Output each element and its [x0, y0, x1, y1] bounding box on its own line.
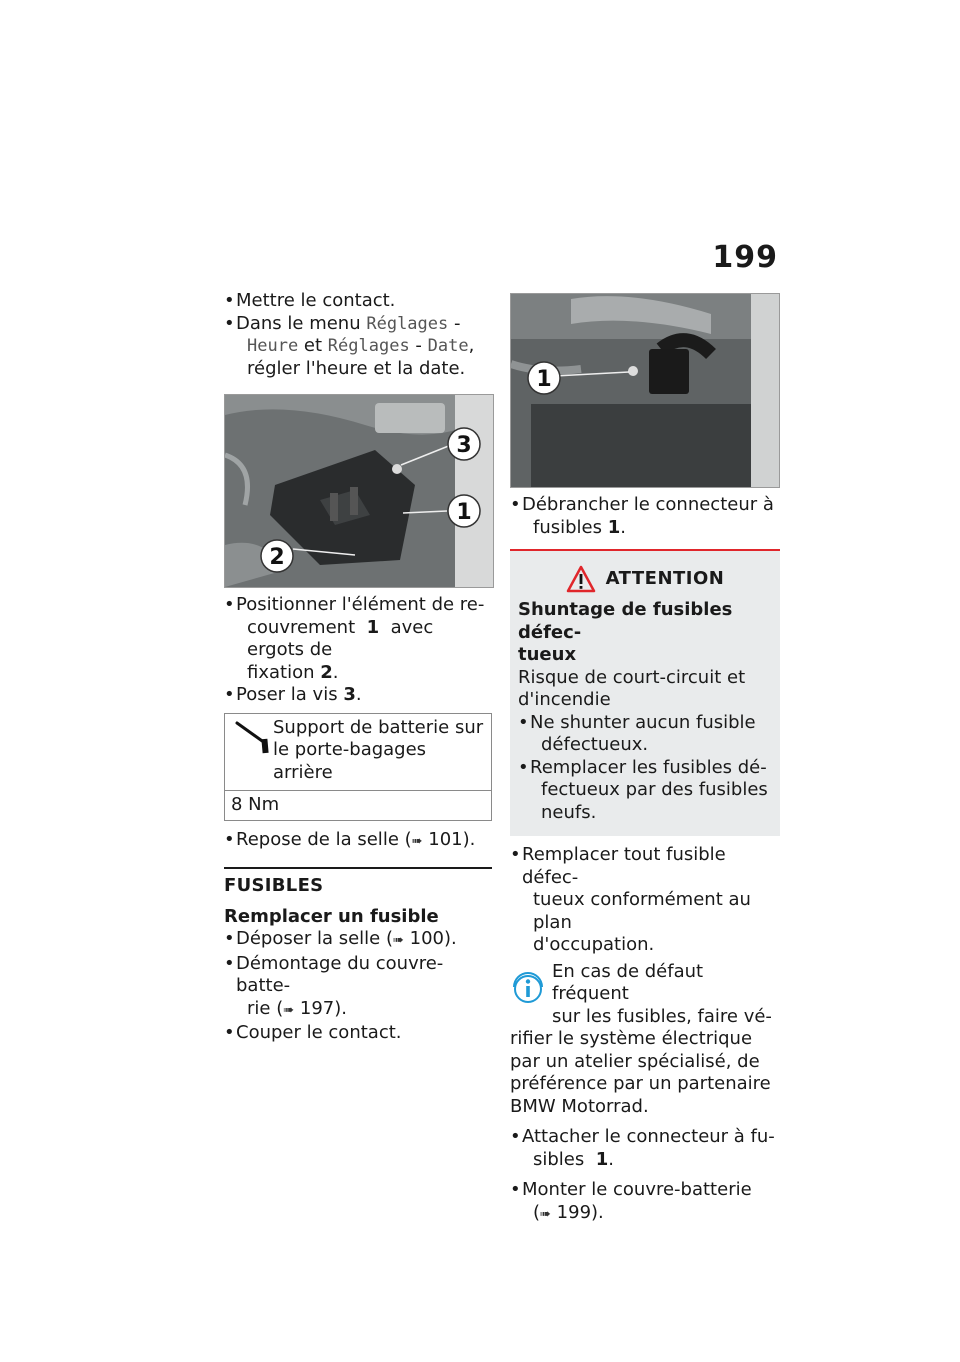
warning-triangle-icon: [566, 565, 596, 593]
fig1-label-2: 2: [269, 545, 285, 570]
menu-date: Date: [427, 336, 469, 356]
torque-wrench-icon: [231, 717, 273, 757]
fig1-label-1: 1: [456, 500, 472, 525]
warning-box: [510, 549, 780, 836]
ref-arrow-icon: ➠: [411, 833, 423, 849]
ref-arrow-icon: ➠: [540, 1206, 551, 1222]
menu-reglages-2: Réglages: [327, 336, 410, 356]
step-refit-seat: • Repose de la selle (➠ 101).: [224, 829, 492, 854]
menu-heure: Heure: [247, 336, 299, 356]
step-ignition-on: • Mettre le contact.: [224, 290, 492, 313]
info-icon: [510, 965, 546, 1005]
step-disconnect-fuse-connector: • Débrancher le connecteur à fusibles 1.: [510, 494, 780, 539]
step-replace-fuse: • Remplacer tout fusible défec- tueux conformément au plan d'occupation.: [510, 844, 780, 957]
step-remove-seat: • Déposer la selle (➠ 100).: [224, 928, 492, 953]
step-set-time-date: • Dans le menu Réglages - Heure et Réglages - Date, régler l'heure et la date.: [224, 313, 492, 381]
page-number: 199: [712, 240, 778, 275]
section-title-fuses: FUSIBLES: [224, 875, 324, 896]
ref-page-199[interactable]: 199: [556, 1201, 592, 1223]
section-divider: [224, 867, 492, 869]
warning-title: Shuntage de fusibles défec- tueux: [518, 599, 733, 665]
warning-risk: Risque de court-circuit et d'incendie: [518, 666, 746, 710]
ref-page-100[interactable]: 100: [409, 928, 444, 949]
info-note: En cas de défaut fréquent sur les fusibles, faire vé- rifier le système électrique par un atelier spécialisé, de préférence par un partenaire BMW Motorrad.: [510, 960, 772, 1117]
torque-value: 8 Nm: [231, 794, 280, 815]
ref-page-101[interactable]: 101: [428, 828, 463, 850]
step-ignition-off: • Couper le contact.: [224, 1022, 492, 1045]
warning-bullet-no-shunt: • Ne shunter aucun fusible défectueux.: [518, 712, 772, 757]
torque-label-1: Support de batterie sur: [273, 716, 484, 738]
step-install-battery-cover: • Monter le couvre-batterie (➠ 199).: [510, 1179, 780, 1226]
ref-arrow-icon: ➠: [283, 1002, 295, 1018]
menu-reglages: Réglages: [366, 313, 449, 334]
warning-label: ATTENTION: [605, 567, 725, 589]
warning-bullet-replace: • Remplacer les fusibles dé- fectueux par des fusibles neufs.: [518, 757, 772, 825]
torque-spec-box: [224, 713, 492, 821]
ref-page-197[interactable]: 197: [299, 997, 335, 1019]
ref-arrow-icon: ➠: [392, 933, 404, 948]
step-remove-battery-cover: • Démontage du couvre-batte- rie (➠ 197).: [224, 953, 492, 1023]
battery-cover-photo: [224, 394, 494, 588]
torque-label-2: le porte-bagages arrière: [273, 739, 427, 783]
fuse-connector-photo: [510, 293, 780, 488]
right-column: [510, 293, 780, 1226]
step-attach-connector: • Attacher le connecteur à fu- sibles 1.: [510, 1126, 780, 1171]
step-install-screw: • Poser la vis 3.: [224, 684, 492, 707]
fig2-label-1: 1: [536, 367, 552, 392]
left-column: [224, 290, 492, 1045]
fig1-label-3: 3: [456, 433, 472, 458]
step-position-cover: • Positionner l'élément de re- couvrement 1 avec ergots de fixation 2.: [224, 594, 492, 684]
subsection-title-replace-fuse: Remplacer un fusible: [224, 905, 439, 927]
